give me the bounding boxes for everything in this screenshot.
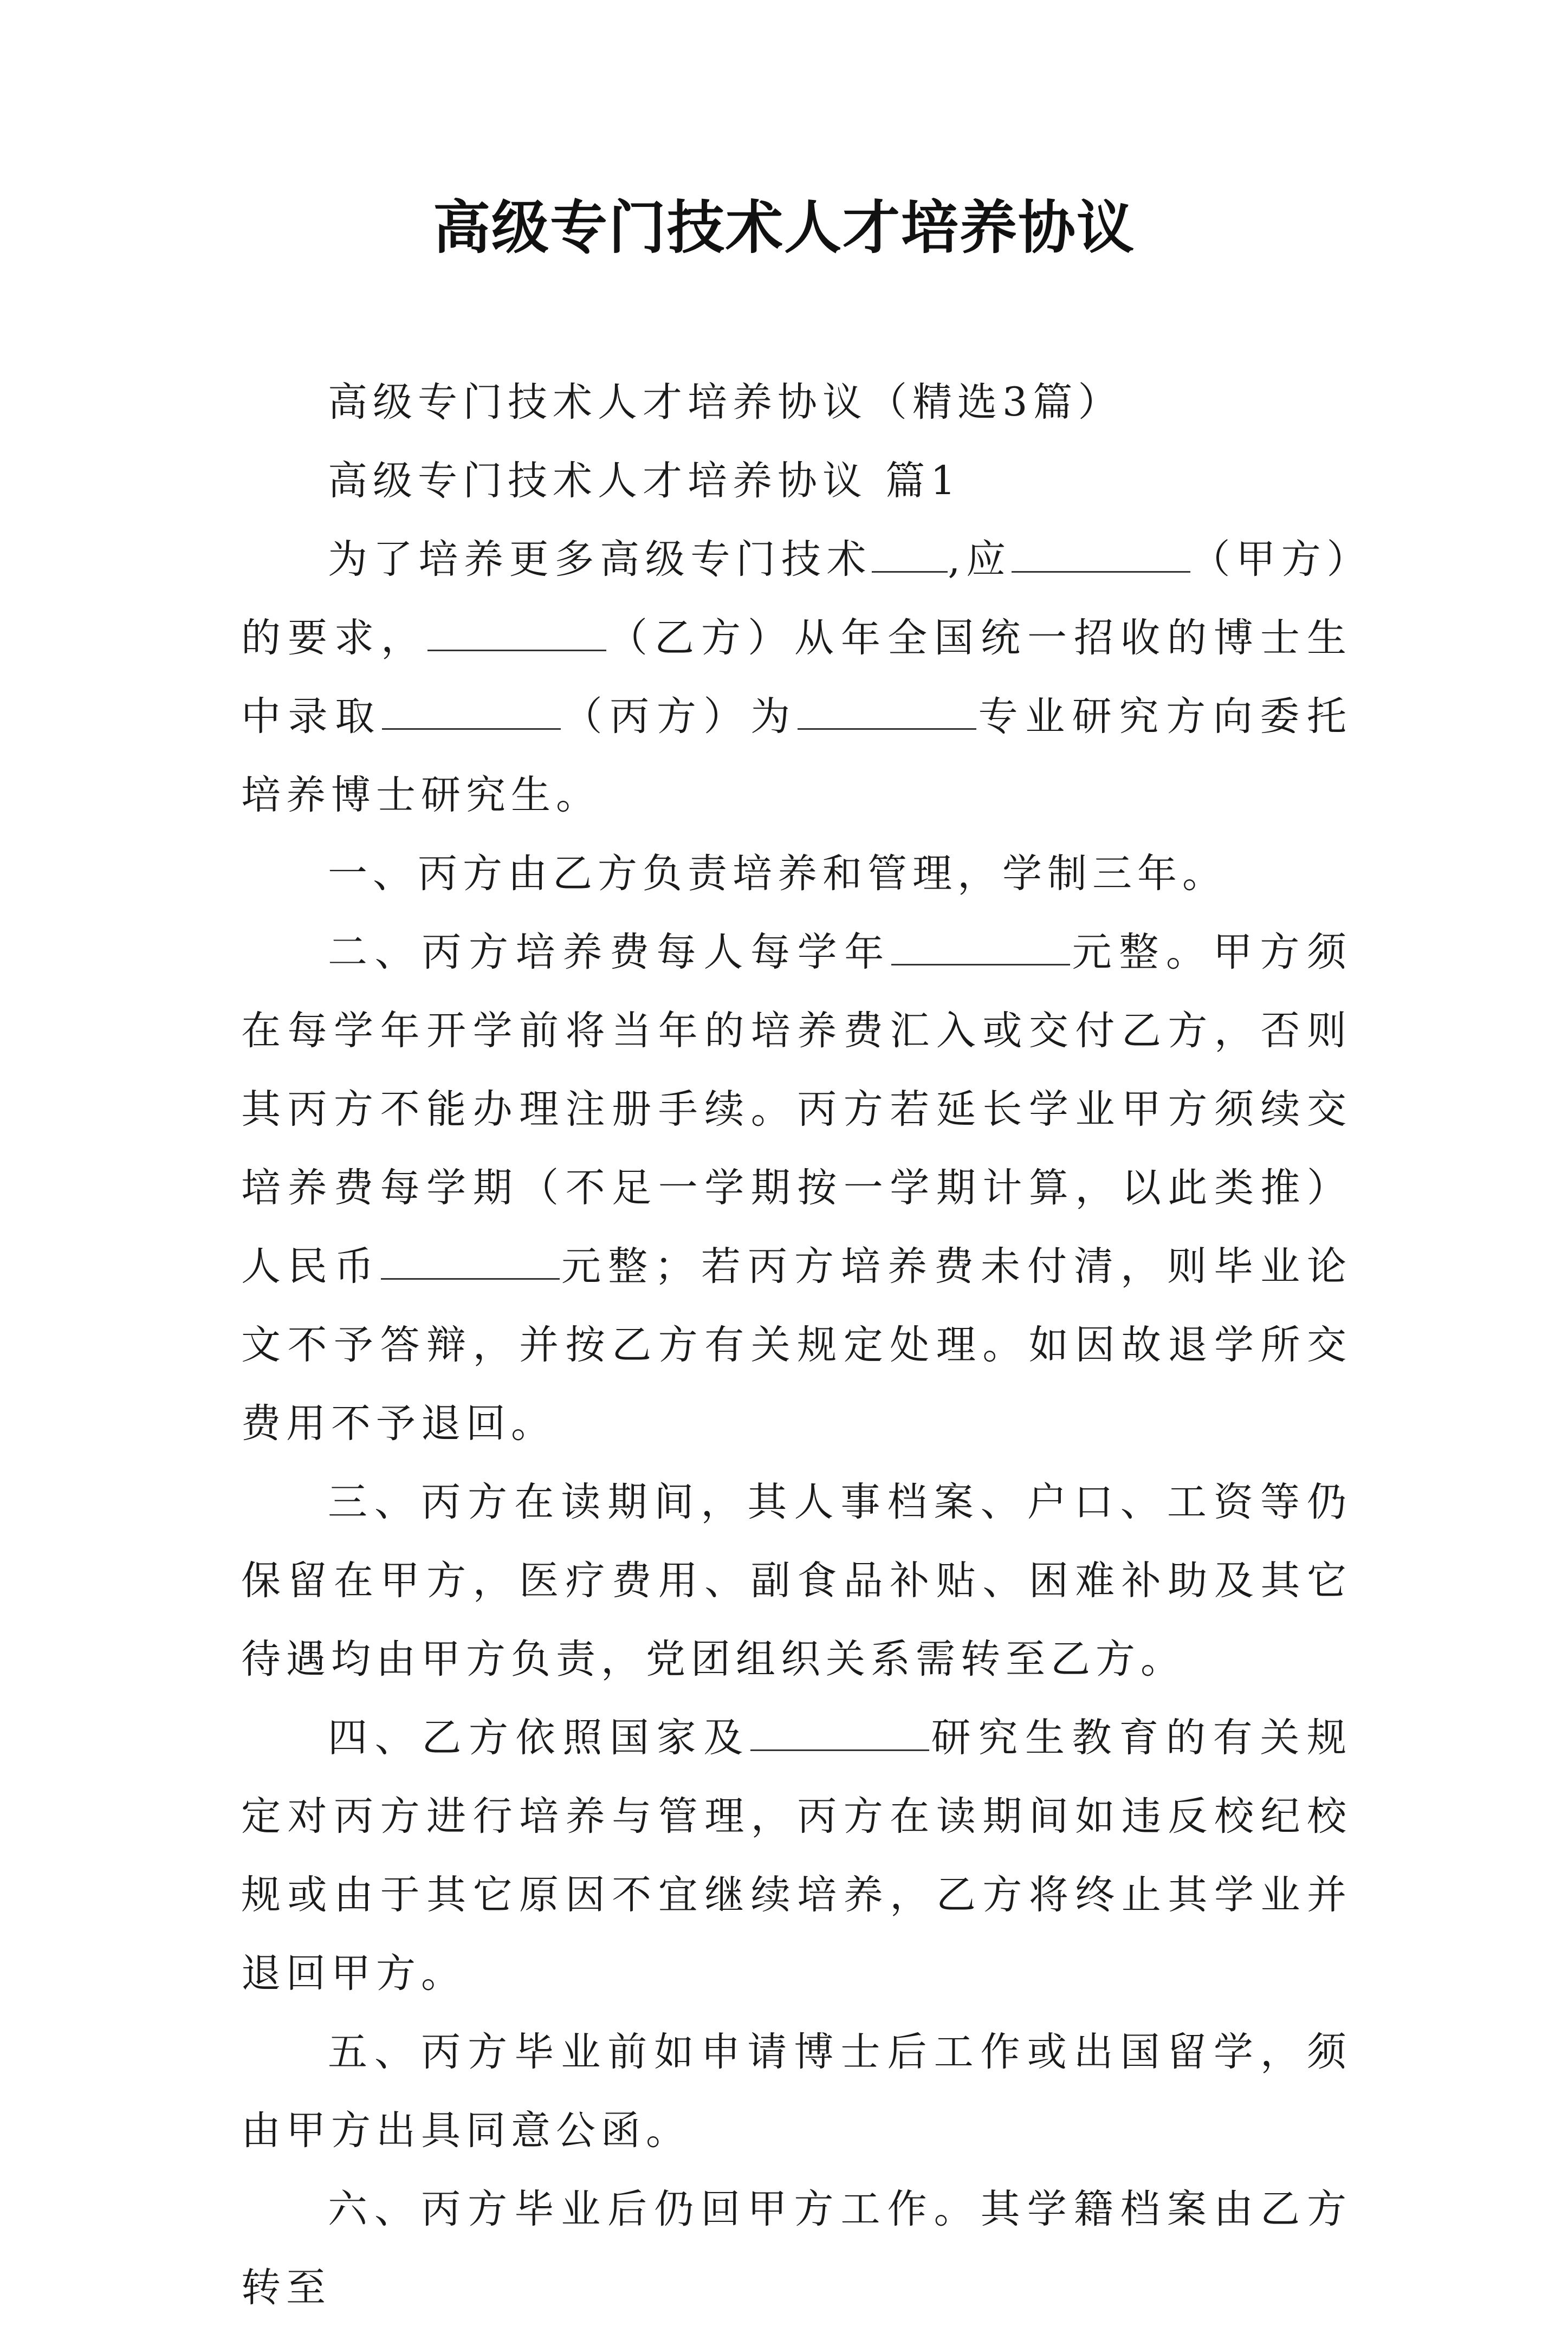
clause-4-text-2: 研究生教育的有关规定对丙方进行培养与管理，丙方在读期间如违反校纪校规或由于其它原因不宜继续培养，乙方将终止其学业并退回甲方。 (241, 1715, 1352, 1997)
clause-6: 六、丙方毕业后仍回甲方工作。其学籍档案由乙方转至 (241, 2186, 1352, 2311)
intro-text-4: （乙方）从年全国统一招收的博士生中录取 (241, 615, 1352, 740)
clause-2-text-1: 二、丙方培养费每人每学年 (328, 929, 891, 975)
intro-paragraph (241, 520, 1352, 834)
document-title: 高级专门技术人才培养协议 (433, 193, 1135, 261)
blank-field (382, 696, 561, 730)
intro-text-6: 专业研究方向委托培养博士研究生。 (241, 693, 1352, 818)
blank-field (798, 696, 976, 730)
intro-text-1: 为了培养更多高级专门技术 (328, 536, 872, 582)
clause-2 (241, 913, 1352, 1463)
clause-4 (241, 1699, 1352, 2013)
clause-2-text-3: 元整；若丙方培养费未付清，则毕业论文不予答辩，并按乙方有关规定处理。如因故退学所交费用不予退回。 (241, 1243, 1352, 1447)
intro-text-3: （甲方）的要求， (241, 536, 1352, 661)
section-heading: 高级专门技术人才培养协议 篇1 (328, 458, 961, 504)
subtitle: 高级专门技术人才培养协议（精选3篇） (328, 379, 1123, 425)
document-body (241, 363, 1352, 2327)
blank-field (872, 539, 948, 573)
intro-text-5: （丙方）为 (560, 693, 798, 740)
clause-1: 一、丙方由乙方负责培养和管理，学制三年。 (328, 851, 1227, 897)
blank-field (381, 1246, 560, 1280)
clause-2-text-2: 元整。甲方须在每学年开学前将当年的培养费汇入或交付乙方，否则其丙方不能办理注册手续。丙方若延长学业甲方须续交培养费每学期（不足一学期按一学期计算，以此类推）人民币 (241, 929, 1352, 1289)
blank-field (427, 617, 606, 651)
intro-text-2: ,应 (948, 536, 1012, 582)
blank-field (891, 931, 1070, 965)
clause-5: 五、丙方毕业前如申请博士后工作或出国留学，须由甲方出具同意公函。 (241, 2029, 1352, 2154)
blank-field (1012, 539, 1190, 573)
blank-field (750, 1717, 929, 1751)
clause-3: 三、丙方在读期间，其人事档案、户口、工资等仍保留在甲方，医疗费用、副食品补贴、困难补助及其它待遇均由甲方负责，党团组织关系需转至乙方。 (241, 1479, 1352, 1682)
clause-4-text-1: 四、乙方依照国家及 (328, 1715, 750, 1761)
